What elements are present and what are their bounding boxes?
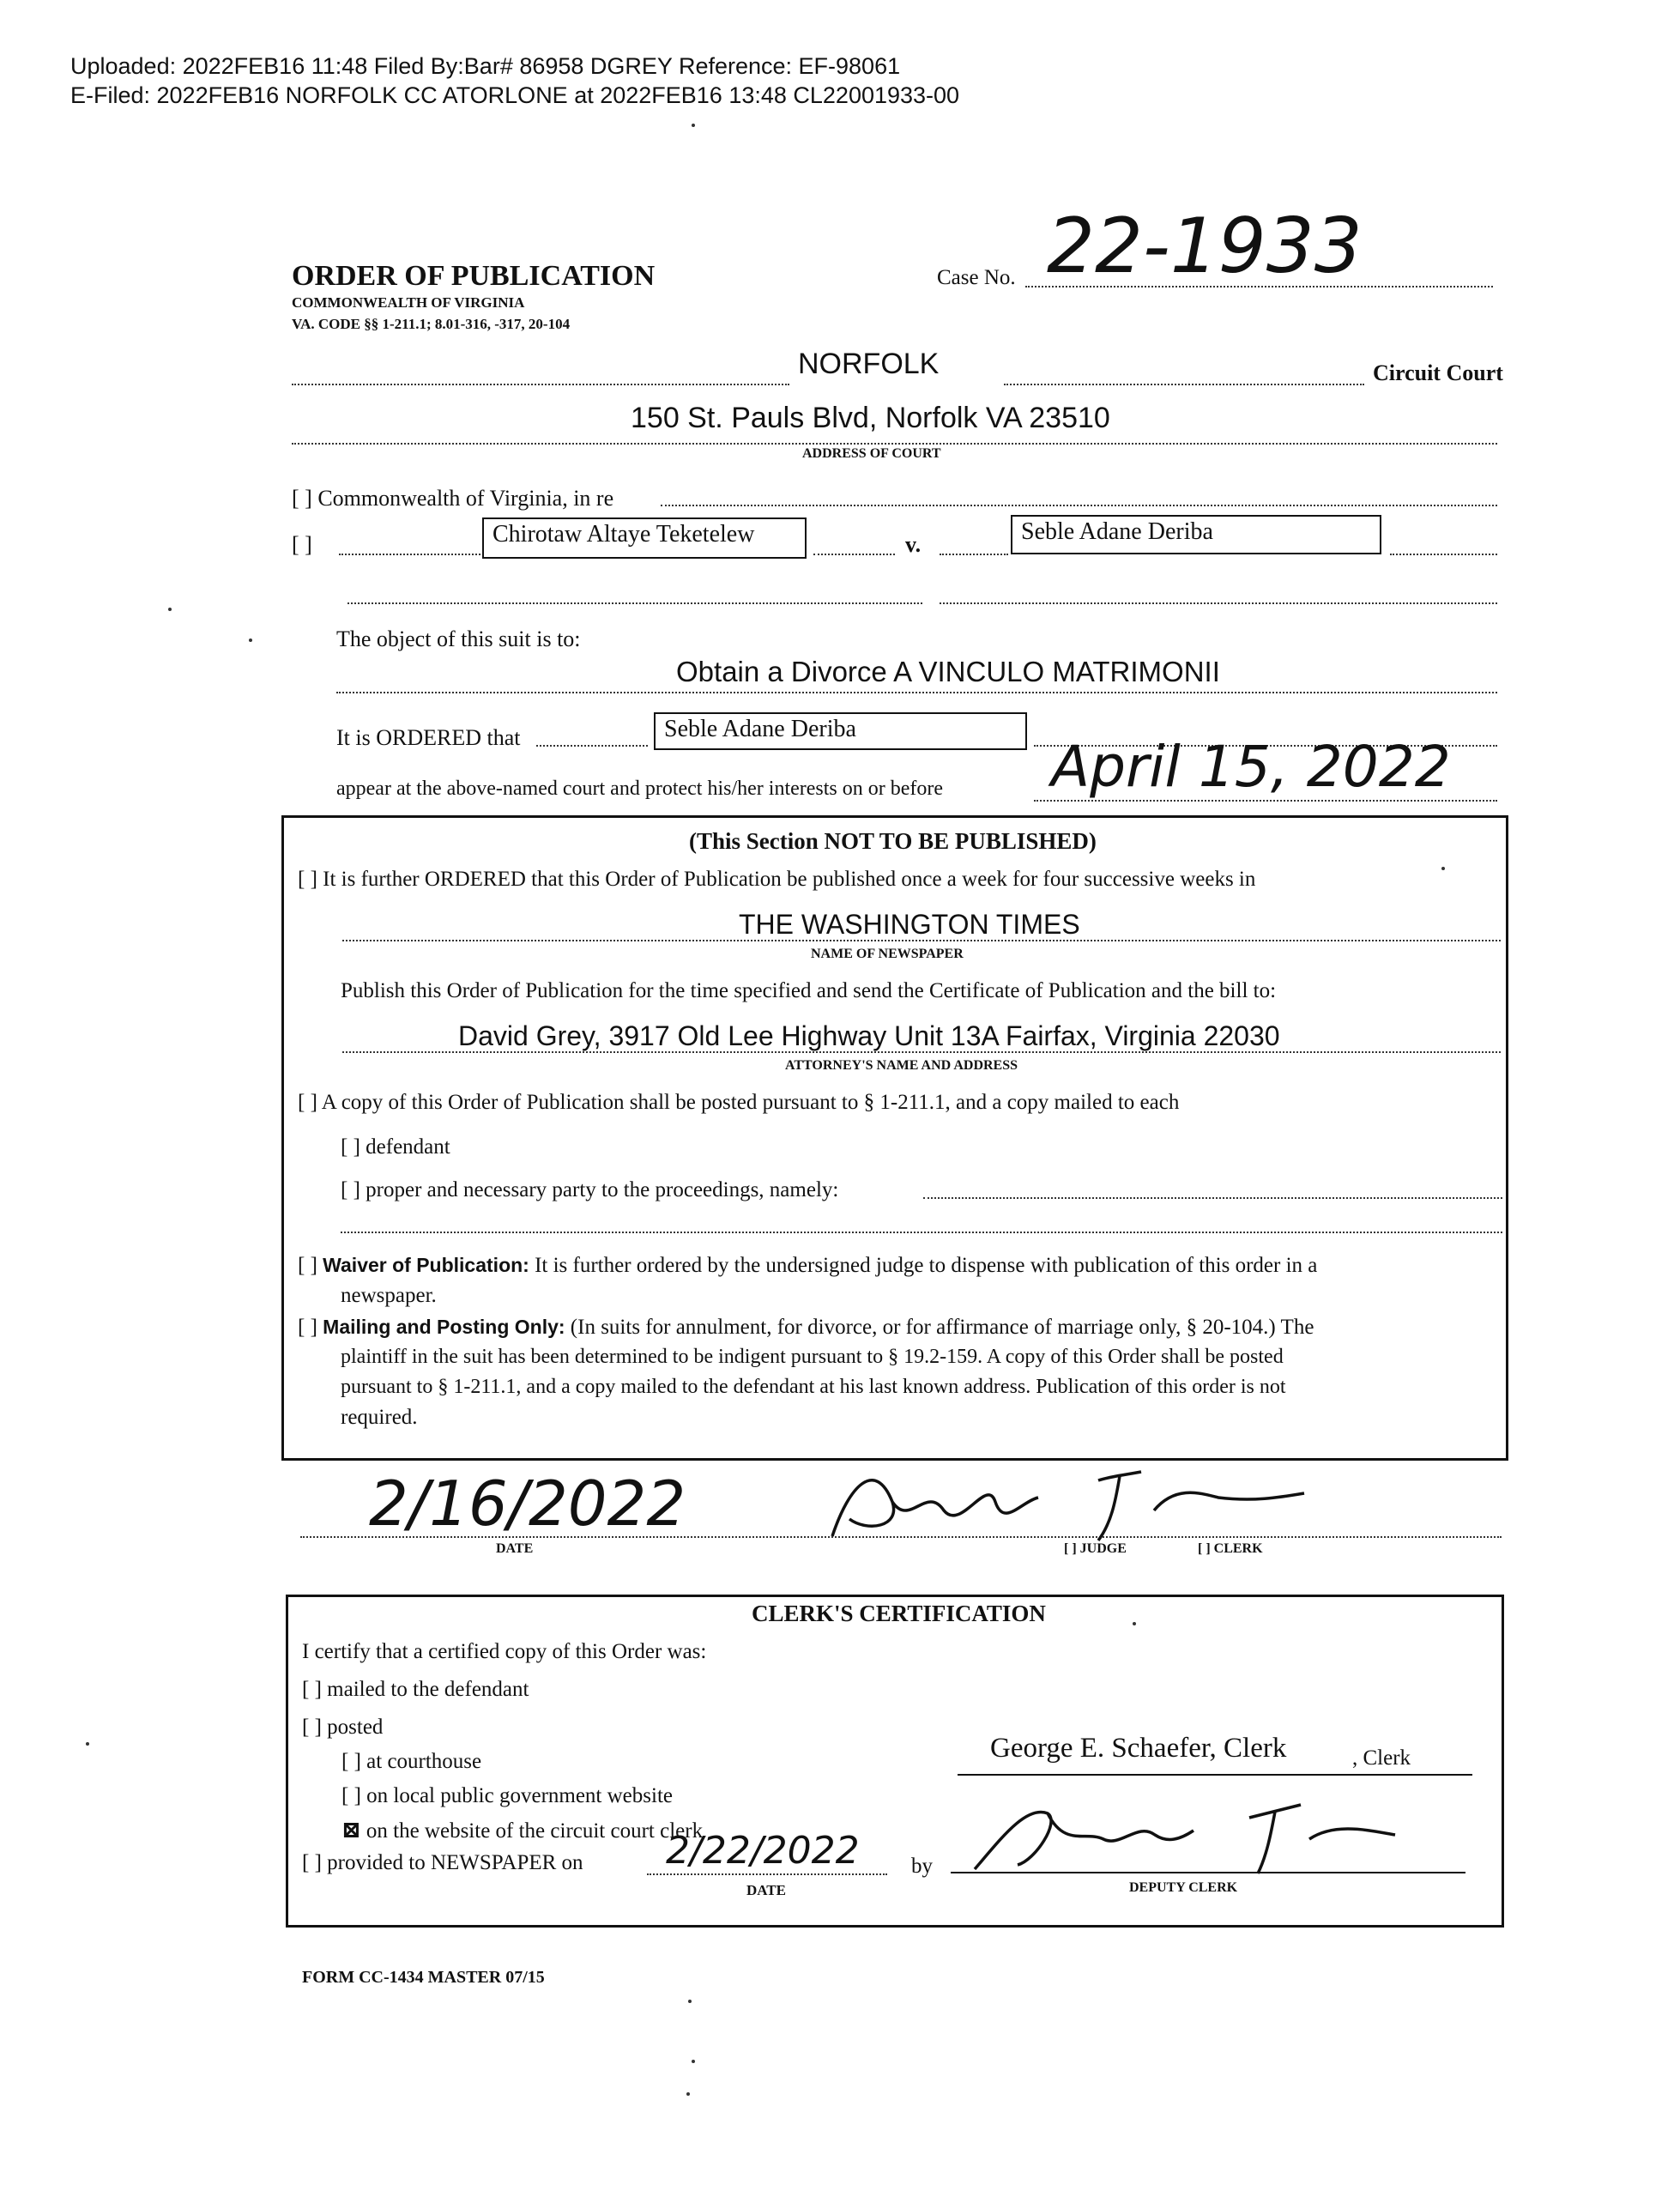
ordered-party: Seble Adane Deriba	[654, 712, 1027, 750]
newspaper-name: THE WASHINGTON TIMES	[739, 909, 1080, 940]
certification-intro: I certify that a certified copy of this Order was:	[302, 1640, 707, 1663]
waiver-text-cont: newspaper.	[341, 1284, 437, 1307]
clerk-option: [ ] CLERK	[1198, 1541, 1263, 1556]
scan-speck	[249, 639, 252, 642]
newspaper-caption: NAME OF NEWSPAPER	[811, 947, 964, 961]
court-website-option: on the website of the circuit court clerk	[366, 1819, 704, 1843]
scan-speck	[86, 1742, 89, 1746]
suit-object: Obtain a Divorce A VINCULO MATRIMONII	[676, 656, 1220, 687]
local-website-option: [ ] on local public government website	[341, 1784, 673, 1807]
court-address-caption: ADDRESS OF COURT	[802, 446, 941, 461]
scan-speck	[686, 2092, 690, 2096]
certification-heading: CLERK'S CERTIFICATION	[752, 1601, 1046, 1626]
order-date-caption: DATE	[496, 1541, 534, 1556]
posted-option: [ ] posted	[302, 1716, 384, 1739]
publish-instructions: Publish this Order of Publication for the time specified and send the Certificate of Publication and the bill to:	[341, 979, 1277, 1002]
mailing-label: Mailing and Posting Only:	[323, 1316, 565, 1338]
court-name: NORFOLK	[798, 348, 940, 380]
order-date-handwritten: 2/16/2022	[369, 1468, 686, 1540]
circuit-court-label: Circuit Court	[1373, 360, 1503, 385]
waiver-checkbox: [ ]	[298, 1254, 317, 1277]
appear-text: appear at the above-named court and protect his/her interests on or before	[336, 778, 944, 800]
versus-label: v.	[905, 532, 922, 557]
efile-filed-line: E-Filed: 2022FEB16 NORFOLK CC ATORLONE at 2022FEB16 13:48 CL22001933-00	[70, 82, 960, 108]
waiver-label: Waiver of Publication:	[323, 1254, 529, 1276]
efile-upload-line: Uploaded: 2022FEB16 11:48 Filed By:Bar# 86958 DGREY Reference: EF-98061	[70, 53, 901, 79]
defendant-option: [ ] defendant	[341, 1135, 450, 1159]
form-title: ORDER OF PUBLICATION	[292, 260, 656, 292]
scan-speck	[1441, 867, 1445, 870]
form-number: FORM CC-1434 MASTER 07/15	[302, 1968, 545, 1987]
mailed-option: [ ] mailed to the defendant	[302, 1678, 529, 1701]
ordered-label: It is ORDERED that	[336, 725, 521, 750]
further-ordered-text: [ ] It is further ORDERED that this Order of Publication be published once a week for four successive weeks in	[298, 868, 1256, 891]
scan-speck	[168, 608, 172, 611]
party-checkbox: [ ]	[292, 532, 312, 557]
provided-date-handwritten: 2/22/2022	[666, 1829, 860, 1873]
by-label: by	[911, 1855, 933, 1878]
court-address: 150 St. Pauls Blvd, Norfolk VA 23510	[631, 402, 1110, 434]
commonwealth-option: [ ] Commonwealth of Virginia, in re	[292, 486, 614, 511]
form-subtitle: COMMONWEALTH OF VIRGINIA	[292, 294, 525, 311]
attorney-name-address: David Grey, 3917 Old Lee Highway Unit 13A Fairfax, Virginia 22030	[458, 1020, 1280, 1051]
mailing-text-1: (In suits for annulment, for divorce, or for affirmance of marriage only, § 20-104.) The	[570, 1316, 1314, 1339]
provided-newspaper-option: [ ] provided to NEWSPAPER on	[302, 1851, 583, 1874]
clerk-name: George E. Schaefer, Clerk	[990, 1733, 1287, 1764]
unpublished-heading: (This Section NOT TO BE PUBLISHED)	[689, 828, 1097, 854]
waiver-text: It is further ordered by the undersigned judge to dispense with publication of this order in a	[535, 1254, 1318, 1277]
courthouse-option: [ ] at courthouse	[341, 1750, 482, 1773]
defendant-name: Seble Adane Deriba	[1011, 515, 1381, 554]
scan-speck	[688, 2000, 692, 2003]
mailing-text-4: required.	[341, 1406, 418, 1429]
case-no-label: Case No.	[937, 266, 1016, 289]
judge-option: [ ] JUDGE	[1064, 1541, 1127, 1556]
unpublished-section	[281, 815, 1508, 1461]
scan-speck	[692, 124, 695, 127]
case-number-handwritten: 22-1933	[1047, 202, 1363, 290]
clerk-certification	[286, 1595, 1504, 1928]
court-website-check-icon: ⊠	[341, 1817, 361, 1843]
clerk-suffix: , Clerk	[1352, 1746, 1411, 1770]
attorney-caption: ATTORNEY'S NAME AND ADDRESS	[785, 1058, 1018, 1073]
scan-speck	[692, 2060, 695, 2063]
deputy-clerk-signature	[966, 1788, 1447, 1882]
mailing-text-3: pursuant to § 1-211.1, and a copy mailed to the defendant at his last known address. Publication of this order is not	[341, 1376, 1286, 1398]
plaintiff-name: Chirotaw Altaye Teketelew	[482, 517, 807, 559]
mailing-text-2: plaintiff in the suit has been determined to be indigent pursuant to § 19.2-159. A copy of this Order shall be posted	[341, 1346, 1284, 1368]
judge-signature	[815, 1450, 1313, 1553]
necessary-party-option: [ ] proper and necessary party to the proceedings, namely:	[341, 1178, 839, 1201]
object-label: The object of this suit is to:	[336, 626, 581, 651]
form-code: VA. CODE §§ 1-211.1; 8.01-316, -317, 20-104	[292, 316, 571, 332]
provided-date-caption: DATE	[746, 1882, 786, 1898]
scan-speck	[1133, 1622, 1136, 1625]
mailing-checkbox: [ ]	[298, 1316, 317, 1339]
deputy-clerk-caption: DEPUTY CLERK	[1129, 1880, 1238, 1895]
appear-by-date-handwritten: April 15, 2022	[1051, 734, 1451, 800]
copy-posted-text: [ ] A copy of this Order of Publication shall be posted pursuant to § 1-211.1, and a copy mailed to each	[298, 1091, 1180, 1114]
